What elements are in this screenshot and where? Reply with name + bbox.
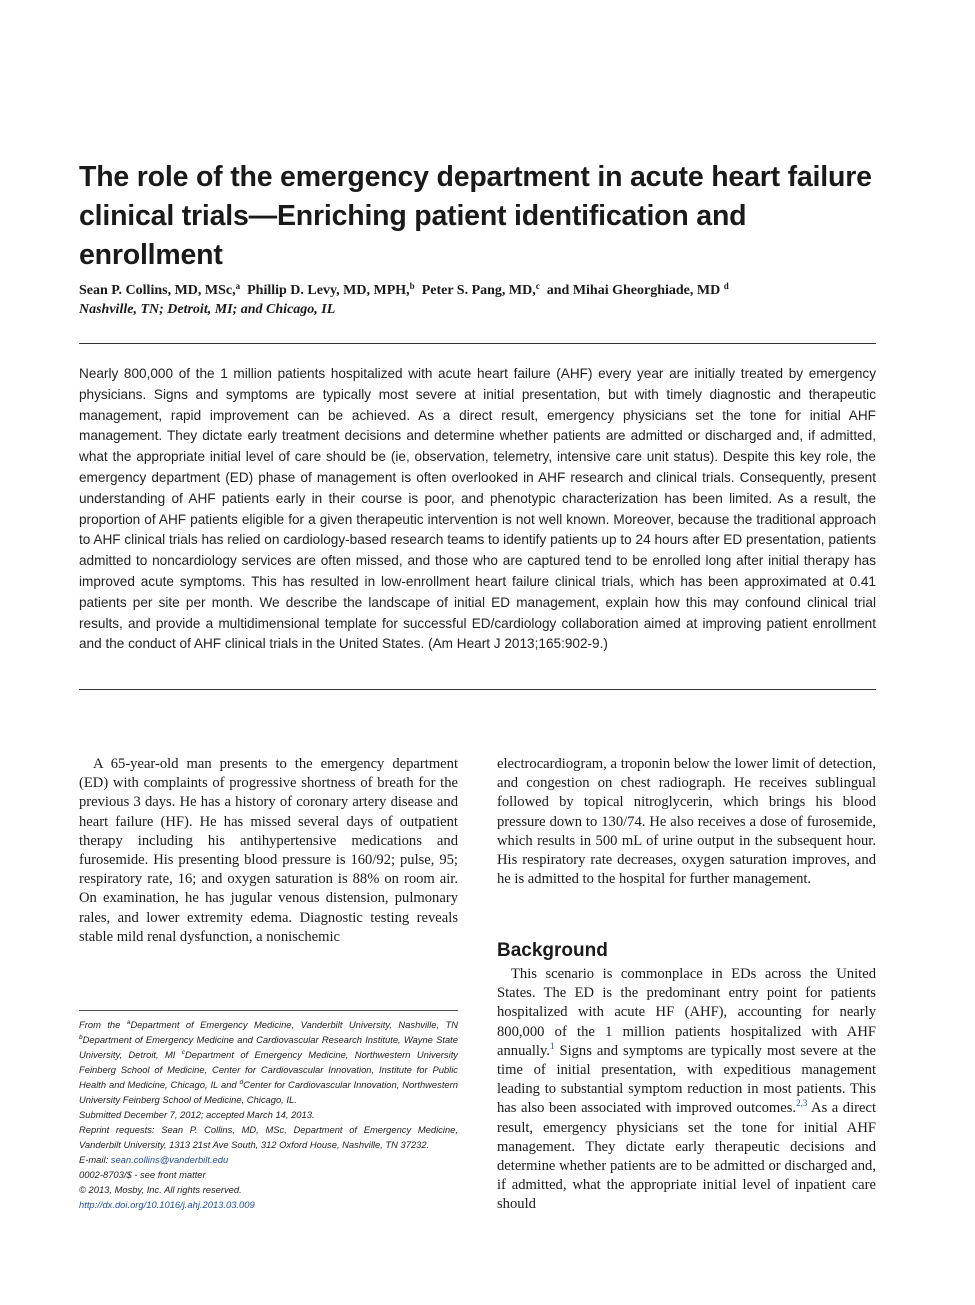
doi-link[interactable]: http://dx.doi.org/10.1016/j.ahj.2013.03.009 xyxy=(79,1199,255,1210)
author: Phillip D. Levy, MD, MPH, xyxy=(247,283,410,298)
author-affiliation-marker: c xyxy=(535,281,540,291)
email-link[interactable]: sean.collins@vanderbilt.edu xyxy=(110,1154,229,1165)
footnotes xyxy=(79,1017,458,1212)
background-paragraph: This scenario is commonplace in EDs across the United States. The ED is the predominant entry point for patients hospitalized with acute HF (AHF), accounting for nearly 800,000 of the 1 million patients hospitalized with AHF annually.$^1$ Signs and symptoms are typically most severe at the time of initial presentation, with expeditious management leading to substantial symptom reduction in most patients. This has also been associated with improved outcomes.$^{2,3}$ As a direct result, emergency physicians set the tone for initial AHF management. They dictate early therapeutic decisions and determine whether patients are to be admitted or discharged and, if admitted, what the appropriate initial level of inpatient care should xyxy=(497,966,877,1213)
email-line: E-mail: sean.collins@vanderbilt.edu xyxy=(79,1154,229,1165)
author-affiliation-marker: d xyxy=(723,281,729,291)
footnote-rule xyxy=(79,1010,458,1011)
case-scenario-left-column: A 65-year-old man presents to the emergency department (ED) with complaints of progressive shortness of breath for the previous 3 days. He has a history of coronary artery disease and heart failure (HF). He has missed several days of outpatient therapy including his antihypertensive medications and furosemide. His presenting blood pressure is 160/92; pulse, 95; respiratory rate, 16; and oxygen saturation is 88% on room air. On examination, he has jugular venous distension, pulmonary rales, and lower extremity edema. Diagnostic testing reveals stable mild renal dysfunction, a nonischemic xyxy=(79,756,458,945)
doi-line xyxy=(79,1197,458,1212)
author: Sean P. Collins, MD, MSc, xyxy=(79,283,236,298)
case-scenario-right-column: electrocardiogram, a troponin below the lower limit of detection, and congestion on chest radiograph. He receives sublingual followed by topical nitroglycerin, which brings his blood pressure down to 130/74. He also receives a dose of furosemide, which results in 500 mL of urine output in the subsequent hour. His respiratory rate decreases, oxygen saturation improves, and he is admitted to the hospital for further management. xyxy=(497,756,876,888)
author: Peter S. Pang, MD, xyxy=(421,283,536,298)
submission-dates: Submitted December 7, 2012; accepted March 14, 2013. xyxy=(79,1109,315,1120)
author: and Mihai Gheorghiade, MD xyxy=(546,283,721,298)
author-locations: Nashville, TN; Detroit, MI; and Chicago, IL xyxy=(79,302,336,317)
abstract-bottom-rule xyxy=(79,689,876,690)
section-heading-background: Background xyxy=(497,940,608,961)
reference-link[interactable]: 1 xyxy=(549,1040,555,1051)
author-list xyxy=(79,282,899,300)
issn-line: 0002-8703/$ - see front matter xyxy=(79,1169,206,1180)
affiliations-footnote: From the $^a$Department of Emergency Medicine, Vanderbilt University, Nashville, TN $^b$Department of Emergency Medicine and Cardiovascular Research Institute, Wayne State University, Detroit, MI $^c$Department of Emergency Medicine, Northwestern University Feinberg School of Medicine, Center for Cardiovascular Innovation, Institute for Public Health and Medicine, Chicago, IL and $^d$Center for Cardiovascular Innovation, Northwestern University Feinberg School of Medicine, Chicago, IL. xyxy=(79,1019,458,1105)
reprint-requests: Reprint requests: Sean P. Collins, MD, MSc, Department of Emergency Medicine, Vanderbilt University, 1313 21st Ave South, 312 Oxford House, Nashville, TN 37232. xyxy=(79,1124,458,1150)
article-title: The role of the emergency department in acute heart failure clinical trials—Enriching patient identification and enrollment xyxy=(79,161,872,271)
copyright-line: © 2013, Mosby, Inc. All rights reserved. xyxy=(79,1184,242,1195)
abstract: Nearly 800,000 of the 1 million patients hospitalized with acute heart failure (AHF) every year are initially treated by emergency physicians. Signs and symptoms are typically most severe at initial presentation, but with timely diagnostic and therapeutic management, rapid improvement can be achieved. As a direct result, emergency physicians set the tone for initial AHF management. They dictate early treatment decisions and determine whether patients are admitted or discharged and, if admitted, what the appropriate initial level of care should be (ie, observation, telemetry, intensive care unit status). Despite this key role, the emergency department (ED) phase of management is often overlooked in AHF research and clinical trials. Consequently, present understanding of AHF patients early in their course is poor, and phenotypic characterization has been limited. As a result, the proportion of AHF patients eligible for a given therapeutic intervention is not well known. Moreover, because the traditional approach to AHF clinical trials has relied on cardiology-based research teams to identify patients up to 24 hours after ED presentation, patients admitted to noncardiology services are often missed, and those who are captured tend to be enrolled long after initial therapy has improved acute symptoms. This has resulted in low-enrollment heart failure clinical trials, which has been approximated at 0.41 patients per site per month. We describe the landscape of initial ED management, explain how this may confound clinical trial results, and provide a multidimensional template for successful ED/cardiology collaboration aimed at improving patient enrollment and the conduct of AHF clinical trials in the United States. (Am Heart J 2013;165:902-9.) xyxy=(79,366,876,652)
reference-link[interactable]: 2,3 xyxy=(796,1098,808,1109)
abstract-top-rule xyxy=(79,343,876,344)
author-affiliation-marker: b xyxy=(409,281,415,291)
author-affiliation-marker: a xyxy=(235,281,241,291)
